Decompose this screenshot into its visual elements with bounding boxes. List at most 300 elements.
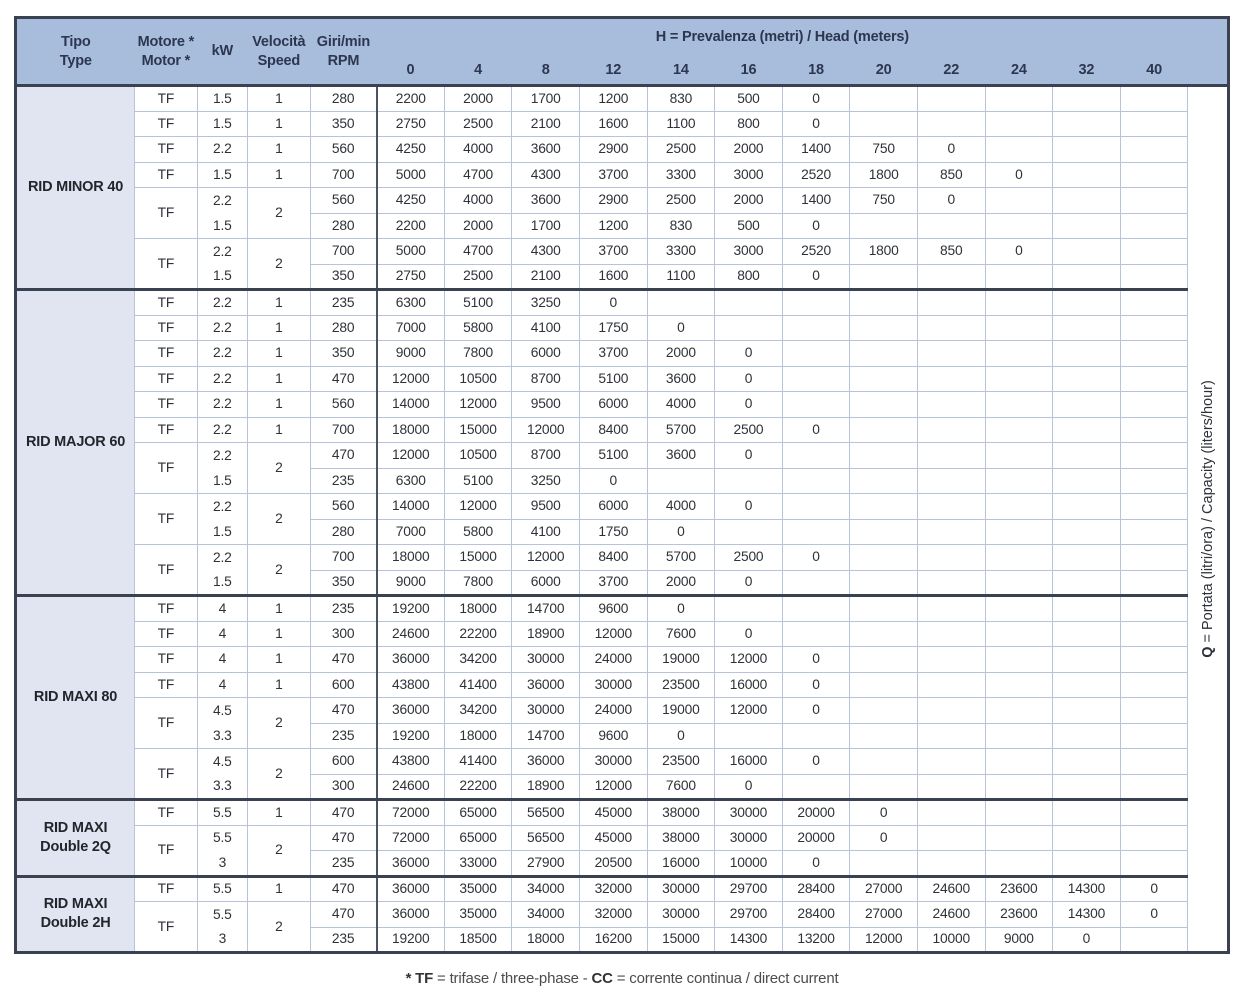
motor-cell: TF <box>135 876 198 902</box>
section-label <box>16 86 135 290</box>
value-cell: 27000 <box>850 876 918 902</box>
value-cell <box>1053 800 1121 826</box>
table-row <box>16 851 1229 877</box>
value-cell: 12000 <box>715 647 783 673</box>
value-cell: 22200 <box>444 774 512 800</box>
value-cell <box>917 213 985 239</box>
value-cell: 1700 <box>512 86 580 112</box>
value-cell: 36000 <box>377 876 445 902</box>
rpm-cell: 350 <box>310 341 377 367</box>
value-cell <box>850 851 918 877</box>
value-cell <box>850 264 918 290</box>
value-cell: 14300 <box>1053 876 1121 902</box>
table-row <box>16 545 1229 571</box>
rpm-cell: 470 <box>310 902 377 928</box>
value-cell <box>850 774 918 800</box>
value-cell: 0 <box>1120 876 1188 902</box>
value-cell: 0 <box>647 723 715 749</box>
value-cell <box>917 672 985 698</box>
value-cell: 5100 <box>444 290 512 316</box>
value-cell: 28400 <box>782 902 850 928</box>
value-cell: 24600 <box>917 902 985 928</box>
value-cell: 6000 <box>512 341 580 367</box>
value-cell: 30000 <box>512 698 580 724</box>
value-cell <box>1120 468 1188 494</box>
value-cell: 20500 <box>579 851 647 877</box>
value-cell <box>917 596 985 622</box>
motor-cell: TF <box>135 545 198 596</box>
value-cell <box>985 851 1053 877</box>
table-row <box>16 366 1229 392</box>
value-cell <box>985 698 1053 724</box>
head-col-12: 12 <box>579 56 647 86</box>
table-row <box>16 570 1229 596</box>
value-cell: 27000 <box>850 902 918 928</box>
head-col-8: 8 <box>512 56 580 86</box>
value-cell: 9000 <box>985 927 1053 953</box>
value-cell: 6300 <box>377 468 445 494</box>
head-capacity-strip <box>1188 18 1229 86</box>
value-cell <box>1120 137 1188 163</box>
value-cell: 850 <box>917 239 985 265</box>
value-cell: 6000 <box>579 392 647 418</box>
speed-cell: 1 <box>248 86 311 112</box>
value-cell: 16000 <box>647 851 715 877</box>
value-cell <box>917 341 985 367</box>
speed-cell: 1 <box>248 137 311 163</box>
value-cell: 0 <box>715 366 783 392</box>
section-label <box>16 800 135 877</box>
value-cell <box>985 188 1053 214</box>
value-cell <box>1053 162 1121 188</box>
value-cell: 30000 <box>647 902 715 928</box>
section-label <box>16 876 135 953</box>
kw-cell: 2.2 <box>197 443 247 469</box>
value-cell <box>917 417 985 443</box>
value-cell: 0 <box>782 749 850 775</box>
kw-cell: 3 <box>197 851 247 877</box>
value-cell: 18000 <box>377 545 445 571</box>
value-cell <box>1053 468 1121 494</box>
value-cell: 29700 <box>715 902 783 928</box>
column-header-line: Velocità <box>252 34 306 51</box>
rpm-cell: 280 <box>310 315 377 341</box>
value-cell: 36000 <box>377 902 445 928</box>
value-cell <box>782 443 850 469</box>
value-cell: 2000 <box>444 86 512 112</box>
value-cell: 2750 <box>377 111 445 137</box>
speed-cell: 1 <box>248 290 311 316</box>
value-cell: 5100 <box>579 443 647 469</box>
value-cell: 0 <box>715 494 783 520</box>
value-cell <box>782 341 850 367</box>
table-row <box>16 698 1229 724</box>
value-cell <box>917 443 985 469</box>
value-cell: 0 <box>850 825 918 851</box>
kw-cell: 1.5 <box>197 519 247 545</box>
value-cell <box>1053 621 1121 647</box>
motor-cell: TF <box>135 443 198 494</box>
head-col-18: 18 <box>782 56 850 86</box>
table-row <box>16 392 1229 418</box>
head-col-32: 32 <box>1053 56 1121 86</box>
speed-cell: 2 <box>248 494 311 545</box>
motor-cell: TF <box>135 137 198 163</box>
speed-cell: 1 <box>248 800 311 826</box>
kw-cell: 3 <box>197 927 247 953</box>
value-cell: 2500 <box>444 264 512 290</box>
value-cell: 0 <box>647 596 715 622</box>
motor-cell: TF <box>135 366 198 392</box>
value-cell: 4300 <box>512 239 580 265</box>
value-cell: 5000 <box>377 239 445 265</box>
value-cell: 15000 <box>444 545 512 571</box>
kw-cell: 2.2 <box>197 188 247 214</box>
value-cell: 38000 <box>647 800 715 826</box>
motor-cell: TF <box>135 341 198 367</box>
rpm-cell: 470 <box>310 698 377 724</box>
value-cell: 27900 <box>512 851 580 877</box>
table-row <box>16 162 1229 188</box>
value-cell <box>985 392 1053 418</box>
head-col-16: 16 <box>715 56 783 86</box>
head-group-title: H = Prevalenza (metri) / Head (meters) <box>377 18 1188 56</box>
rpm-cell: 470 <box>310 366 377 392</box>
value-cell: 12000 <box>579 621 647 647</box>
column-header-velocita-speed <box>248 18 311 86</box>
value-cell: 24600 <box>917 876 985 902</box>
value-cell: 32000 <box>579 902 647 928</box>
motor-cell: TF <box>135 392 198 418</box>
value-cell <box>917 723 985 749</box>
value-cell: 9000 <box>377 341 445 367</box>
value-cell: 0 <box>782 111 850 137</box>
value-cell: 43800 <box>377 749 445 775</box>
value-cell <box>715 723 783 749</box>
rpm-cell: 470 <box>310 876 377 902</box>
value-cell <box>985 264 1053 290</box>
value-cell <box>985 366 1053 392</box>
value-cell <box>985 443 1053 469</box>
table-row <box>16 902 1229 928</box>
value-cell: 0 <box>782 851 850 877</box>
motor-cell: TF <box>135 749 198 800</box>
value-cell: 3700 <box>579 239 647 265</box>
footnote <box>14 970 1230 987</box>
value-cell: 7800 <box>444 570 512 596</box>
motor-cell: TF <box>135 596 198 622</box>
rpm-cell: 280 <box>310 86 377 112</box>
value-cell <box>985 137 1053 163</box>
value-cell: 800 <box>715 111 783 137</box>
value-cell: 23500 <box>647 672 715 698</box>
value-cell: 7000 <box>377 315 445 341</box>
value-cell: 0 <box>782 264 850 290</box>
value-cell <box>782 315 850 341</box>
value-cell: 3000 <box>715 162 783 188</box>
section-label-line: RID MAJOR 60 <box>25 434 126 451</box>
kw-cell: 4 <box>197 596 247 622</box>
column-header-line: Type <box>59 52 92 69</box>
value-cell <box>850 545 918 571</box>
motor-cell: TF <box>135 825 198 876</box>
section-label-line: RID MAXI 80 <box>33 689 118 706</box>
value-cell: 5800 <box>444 519 512 545</box>
value-cell <box>985 468 1053 494</box>
value-cell <box>985 570 1053 596</box>
value-cell: 0 <box>715 392 783 418</box>
value-cell: 3000 <box>715 239 783 265</box>
value-cell <box>917 264 985 290</box>
rpm-cell: 235 <box>310 290 377 316</box>
value-cell <box>850 570 918 596</box>
table-row <box>16 213 1229 239</box>
value-cell: 830 <box>647 213 715 239</box>
value-cell <box>850 213 918 239</box>
value-cell: 7600 <box>647 621 715 647</box>
kw-cell: 2.2 <box>197 341 247 367</box>
rpm-cell: 470 <box>310 443 377 469</box>
motor-cell: TF <box>135 800 198 826</box>
table-row <box>16 341 1229 367</box>
value-cell <box>917 621 985 647</box>
value-cell <box>1120 341 1188 367</box>
kw-cell: 1.5 <box>197 570 247 596</box>
value-cell <box>850 621 918 647</box>
head-col-20: 20 <box>850 56 918 86</box>
value-cell <box>917 800 985 826</box>
table-row <box>16 927 1229 953</box>
rpm-cell: 300 <box>310 621 377 647</box>
value-cell: 35000 <box>444 902 512 928</box>
value-cell: 0 <box>715 443 783 469</box>
value-cell: 0 <box>715 621 783 647</box>
value-cell: 16000 <box>715 749 783 775</box>
table-row <box>16 494 1229 520</box>
column-header-tipo-type <box>16 18 135 86</box>
value-cell: 0 <box>715 774 783 800</box>
value-cell <box>782 392 850 418</box>
value-cell <box>917 545 985 571</box>
speed-cell: 2 <box>248 698 311 749</box>
value-cell <box>1120 290 1188 316</box>
speed-cell: 1 <box>248 876 311 902</box>
motor-cell: TF <box>135 647 198 673</box>
value-cell <box>1053 647 1121 673</box>
value-cell: 12000 <box>444 392 512 418</box>
value-cell: 36000 <box>377 647 445 673</box>
value-cell: 18500 <box>444 927 512 953</box>
value-cell: 830 <box>647 86 715 112</box>
value-cell: 0 <box>579 468 647 494</box>
table-row <box>16 239 1229 265</box>
column-header-line: Motore * <box>137 34 195 51</box>
value-cell: 14000 <box>377 494 445 520</box>
value-cell: 30000 <box>512 647 580 673</box>
motor-cell: TF <box>135 417 198 443</box>
rpm-cell: 350 <box>310 264 377 290</box>
value-cell: 4250 <box>377 188 445 214</box>
value-cell: 0 <box>715 341 783 367</box>
motor-cell: TF <box>135 672 198 698</box>
value-cell: 16000 <box>715 672 783 698</box>
value-cell: 3300 <box>647 162 715 188</box>
value-cell: 23500 <box>647 749 715 775</box>
kw-cell: 3.3 <box>197 774 247 800</box>
value-cell: 2520 <box>782 162 850 188</box>
value-cell: 43800 <box>377 672 445 698</box>
rpm-cell: 235 <box>310 468 377 494</box>
value-cell: 3250 <box>512 468 580 494</box>
value-cell: 12000 <box>579 774 647 800</box>
value-cell: 12000 <box>512 545 580 571</box>
value-cell <box>985 672 1053 698</box>
rpm-cell: 350 <box>310 570 377 596</box>
speed-cell: 2 <box>248 545 311 596</box>
value-cell <box>985 213 1053 239</box>
value-cell <box>782 494 850 520</box>
value-cell: 850 <box>917 162 985 188</box>
value-cell <box>985 825 1053 851</box>
speed-cell: 2 <box>248 825 311 876</box>
table-row <box>16 111 1229 137</box>
value-cell <box>1120 519 1188 545</box>
value-cell: 9500 <box>512 494 580 520</box>
value-cell <box>782 596 850 622</box>
value-cell: 19200 <box>377 596 445 622</box>
table-row <box>16 417 1229 443</box>
value-cell: 36000 <box>377 698 445 724</box>
value-cell <box>1120 570 1188 596</box>
rpm-cell: 470 <box>310 800 377 826</box>
kw-cell: 4.5 <box>197 698 247 724</box>
speed-cell: 2 <box>248 239 311 290</box>
value-cell <box>715 315 783 341</box>
value-cell: 0 <box>985 162 1053 188</box>
value-cell: 6300 <box>377 290 445 316</box>
value-cell: 29700 <box>715 876 783 902</box>
value-cell <box>850 494 918 520</box>
kw-cell: 5.5 <box>197 800 247 826</box>
motor-cell: TF <box>135 188 198 239</box>
value-cell <box>985 341 1053 367</box>
value-cell <box>1120 596 1188 622</box>
value-cell: 4250 <box>377 137 445 163</box>
value-cell <box>715 519 783 545</box>
kw-cell: 2.2 <box>197 417 247 443</box>
table-row <box>16 647 1229 673</box>
table-row <box>16 774 1229 800</box>
value-cell <box>917 647 985 673</box>
value-cell: 18000 <box>444 723 512 749</box>
motor-cell: TF <box>135 239 198 290</box>
value-cell <box>917 494 985 520</box>
value-cell <box>1053 672 1121 698</box>
table-row <box>16 825 1229 851</box>
motor-cell: TF <box>135 290 198 316</box>
value-cell: 24000 <box>579 647 647 673</box>
value-cell <box>1120 927 1188 953</box>
value-cell: 14700 <box>512 596 580 622</box>
value-cell: 12000 <box>512 417 580 443</box>
table-row <box>16 137 1229 163</box>
value-cell <box>1120 188 1188 214</box>
value-cell: 7600 <box>647 774 715 800</box>
value-cell <box>917 774 985 800</box>
rpm-cell: 700 <box>310 545 377 571</box>
value-cell: 41400 <box>444 749 512 775</box>
value-cell: 750 <box>850 137 918 163</box>
section-label <box>16 290 135 596</box>
value-cell <box>1053 596 1121 622</box>
value-cell <box>715 596 783 622</box>
value-cell <box>715 468 783 494</box>
value-cell <box>1053 86 1121 112</box>
motor-cell: TF <box>135 86 198 112</box>
value-cell: 1400 <box>782 137 850 163</box>
value-cell: 4700 <box>444 162 512 188</box>
value-cell <box>1120 366 1188 392</box>
value-cell: 33000 <box>444 851 512 877</box>
motor-cell: TF <box>135 621 198 647</box>
value-cell: 2500 <box>715 417 783 443</box>
motor-cell: TF <box>135 162 198 188</box>
value-cell: 14700 <box>512 723 580 749</box>
value-cell <box>1053 570 1121 596</box>
value-cell: 24600 <box>377 774 445 800</box>
value-cell <box>782 621 850 647</box>
motor-cell: TF <box>135 902 198 953</box>
value-cell: 500 <box>715 213 783 239</box>
value-cell: 3600 <box>512 137 580 163</box>
value-cell: 2000 <box>715 188 783 214</box>
value-cell: 0 <box>917 188 985 214</box>
table-row <box>16 800 1229 826</box>
value-cell <box>917 825 985 851</box>
value-cell: 3600 <box>647 443 715 469</box>
section-label <box>16 596 135 800</box>
value-cell: 5100 <box>579 366 647 392</box>
value-cell: 6000 <box>579 494 647 520</box>
value-cell: 0 <box>647 519 715 545</box>
value-cell: 7800 <box>444 341 512 367</box>
value-cell <box>1120 545 1188 571</box>
value-cell <box>782 290 850 316</box>
value-cell <box>1120 851 1188 877</box>
value-cell: 34200 <box>444 698 512 724</box>
value-cell: 65000 <box>444 825 512 851</box>
value-cell <box>917 698 985 724</box>
value-cell <box>1053 315 1121 341</box>
speed-cell: 1 <box>248 417 311 443</box>
value-cell: 0 <box>782 647 850 673</box>
column-header-line: Motor * <box>141 52 191 69</box>
head-col-4: 4 <box>444 56 512 86</box>
value-cell <box>782 774 850 800</box>
motor-cell: TF <box>135 494 198 545</box>
value-cell <box>1120 264 1188 290</box>
value-cell <box>850 698 918 724</box>
value-cell <box>1120 621 1188 647</box>
value-cell <box>850 443 918 469</box>
value-cell: 800 <box>715 264 783 290</box>
value-cell <box>1053 774 1121 800</box>
value-cell: 30000 <box>647 876 715 902</box>
value-cell <box>850 366 918 392</box>
value-cell: 10500 <box>444 443 512 469</box>
value-cell <box>782 570 850 596</box>
value-cell: 38000 <box>647 825 715 851</box>
